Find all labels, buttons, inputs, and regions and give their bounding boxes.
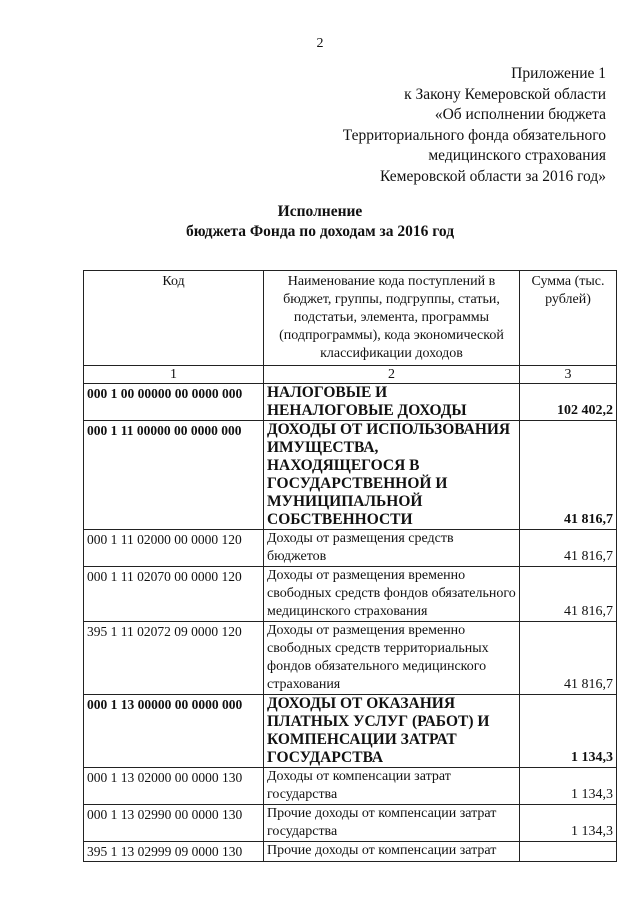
table-row (84, 695, 617, 768)
row-sum: 1 134,3 (520, 695, 617, 768)
column-number-row (84, 366, 617, 384)
row-name: Прочие доходы от компенсации затрат государства (264, 805, 520, 842)
table-row (84, 567, 617, 622)
row-code: 000 1 13 00000 00 0000 000 (84, 695, 264, 768)
table-row (84, 842, 617, 862)
page-number: 2 (316, 36, 324, 51)
appendix-line: медицинского страхования (428, 147, 606, 164)
table-row (84, 622, 617, 695)
column-number: 2 (264, 366, 520, 384)
row-code: 000 1 11 00000 00 0000 000 (84, 421, 264, 530)
table-row (84, 768, 617, 805)
row-sum: 1 134,3 (520, 768, 617, 805)
row-code: 000 1 00 00000 00 0000 000 (84, 384, 264, 421)
row-sum: 41 816,7 (520, 421, 617, 530)
table-row (84, 530, 617, 567)
row-sum: 102 402,2 (520, 384, 617, 421)
row-code: 000 1 11 02000 00 0000 120 (84, 530, 264, 567)
table-row (84, 384, 617, 421)
row-name: Доходы от размещения временно свободных средств территориальных фондов обязательного медицинского страхования (264, 622, 520, 695)
row-name: ДОХОДЫ ОТ ОКАЗАНИЯ ПЛАТНЫХ УСЛУГ (РАБОТ) И КОМПЕНСАЦИИ ЗАТРАТ ГОСУДАРСТВА (264, 695, 520, 768)
appendix-line: Приложение 1 (511, 65, 606, 82)
row-sum: 41 816,7 (520, 622, 617, 695)
header-code: Код (84, 271, 264, 366)
appendix-line: «Об исполнении бюджета (434, 106, 606, 123)
row-name: Доходы от размещения средств бюджетов (264, 530, 520, 567)
row-code: 000 1 13 02000 00 0000 130 (84, 768, 264, 805)
title-line: Исполнение (277, 203, 363, 220)
row-sum: 1 134,3 (520, 805, 617, 842)
row-code: 000 1 13 02990 00 0000 130 (84, 805, 264, 842)
row-name: Прочие доходы от компенсации затрат (264, 842, 520, 862)
row-code: 395 1 11 02072 09 0000 120 (84, 622, 264, 695)
table-header-row (84, 271, 617, 366)
header-sum: Сумма (тыс. рублей) (520, 271, 617, 366)
appendix-line: Кемеровской области за 2016 год» (380, 167, 606, 185)
revenue-table (83, 270, 617, 862)
row-code: 395 1 13 02999 09 0000 130 (84, 842, 264, 862)
row-name: НАЛОГОВЫЕ И НЕНАЛОГОВЫЕ ДОХОДЫ (264, 384, 520, 421)
row-name: Доходы от размещения временно свободных средств фондов обязательного медицинского страхования (264, 567, 520, 622)
table-row (84, 421, 617, 530)
row-name: ДОХОДЫ ОТ ИСПОЛЬЗОВАНИЯ ИМУЩЕСТВА, НАХОДЯЩЕГОСЯ В ГОСУДАРСТВЕННОЙ И МУНИЦИПАЛЬНОЙ СОБСТВЕННОСТИ (264, 421, 520, 530)
table-row (84, 805, 617, 842)
title-line: бюджета Фонда по доходам за 2016 год (185, 223, 455, 240)
row-sum (520, 842, 617, 862)
column-number: 3 (520, 366, 617, 384)
appendix-line: Территориального фонда обязательного (342, 126, 606, 144)
document-title (0, 202, 640, 242)
appendix-header (343, 64, 606, 187)
row-name: Доходы от компенсации затрат государства (264, 768, 520, 805)
column-number: 1 (84, 366, 264, 384)
row-sum: 41 816,7 (520, 567, 617, 622)
row-code: 000 1 11 02070 00 0000 120 (84, 567, 264, 622)
appendix-line: к Закону Кемеровской области (404, 85, 606, 103)
header-name: Наименование кода поступлений в бюджет, группы, подгруппы, статьи, подстатьи, элемента, программы (подпрограммы), кода экономической классификации доходов (264, 271, 520, 366)
row-sum: 41 816,7 (520, 530, 617, 567)
